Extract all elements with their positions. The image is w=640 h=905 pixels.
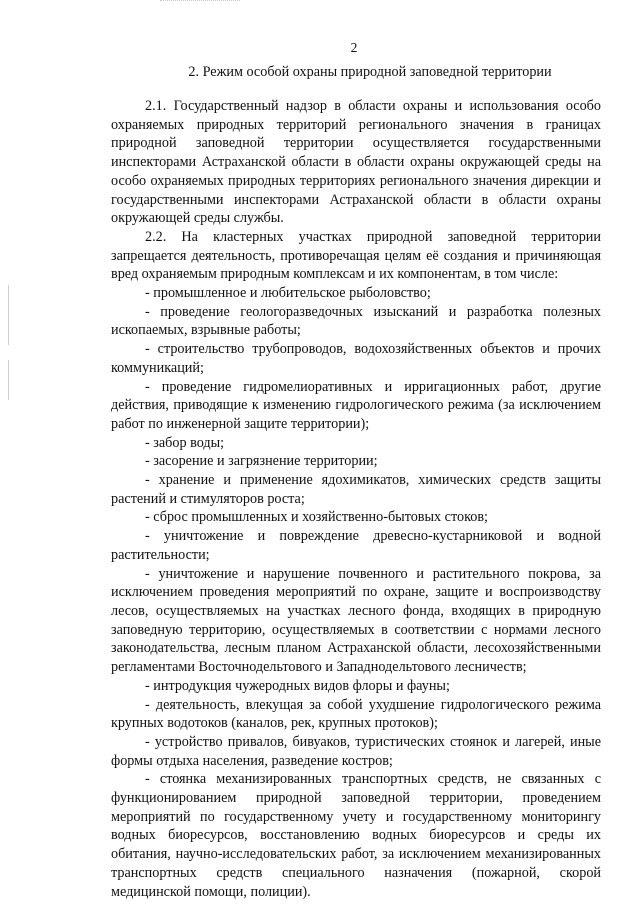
list-item: - сброс промышленных и хозяйственно-бытовых стоков; [145, 509, 488, 526]
list-item: - уничтожение и повреждение древесно-кустарниковой и водной растительности; [111, 528, 601, 563]
paragraph: 2.1. Государственный надзор в области охраны и использования особо охраняемых природных территорий регионального значения в границах природной заповедной территории осуществляется государственными инспекторами Астраханской области в области охраны окружающей среды на особо охраняемых природных территориях регионального значения дирекции и государственными инспекторами Астраханской области в области охраны окружающей среды службы. [111, 98, 601, 227]
section-heading: 2. Режим особой охраны природной заповедной территории [188, 64, 552, 80]
paragraph: 2.2. На кластерных участках природной заповедной территории запрещается деятельность, противоречащая целям её создания и причиняющая вред охраняемым природным комплексам и их компонентам, в том числе: [111, 228, 601, 283]
list-item: - интродукция чужеродных видов флоры и фауны; [145, 677, 450, 694]
list-item: - проведение геологоразведочных изысканий и разработка полезных ископаемых, взрывные работы; [111, 303, 601, 339]
list-item: - уничтожение и нарушение почвенного и растительного покрова, за исключением проведения мероприятий по охране, защите и воспроизводству лесов, осуществляемых на участках лесного фонда, входящих в природную заповедную территорию, осуществляемых в соответствии с нормами лесного законодательства, лесным планом Астраханской области, лесохозяйственными регламентами Восточнодельтового и Западнодельтового лесничеств; [111, 565, 601, 676]
list-item: - устройство привалов, бивуаков, туристических стоянок и лагерей, иные формы отдыха населения, разведение костров; [111, 733, 601, 769]
scan-artifact [160, 0, 240, 5]
list-item: - забор воды; [145, 434, 225, 451]
scan-margin-mark [8, 285, 9, 345]
list-item: - деятельность, влекущая за собой ухудшение гидрологического режима крупных водотоков (каналов, рек, крупных протоков); [111, 696, 601, 732]
list-item: - строительство трубопроводов, водохозяйственных объектов и прочих коммуникаций; [111, 341, 601, 376]
body-text [111, 97, 601, 901]
list-item: - хранение и применение ядохимикатов, химических средств защиты растений и стимуляторов роста; [111, 472, 601, 507]
list-item: - проведение гидромелиоративных и ирригационных работ, другие действия, приводящие к изменению гидрологического режима (за исключением работ по инженерной защите территории); [111, 378, 601, 432]
list-item: - засорение и загрязнение территории; [145, 453, 378, 470]
list-item: - промышленное и любительское рыболовство; [145, 285, 431, 302]
page-number: 2 [350, 40, 358, 55]
scan-margin-mark [8, 360, 9, 400]
list-item: - стоянка механизированных транспортных средств, не связанных с функционированием природной заповедной территории, проведением мероприятий по государственному учету и государственному мониторингу водных биоресурсов, восстановлению водных биоресурсов и среды их обитания, научно-исследовательских работ, за исключением механизированных транспортных средств специального назначения (пожарной, скорой медицинской помощи, полиции). [111, 771, 601, 900]
